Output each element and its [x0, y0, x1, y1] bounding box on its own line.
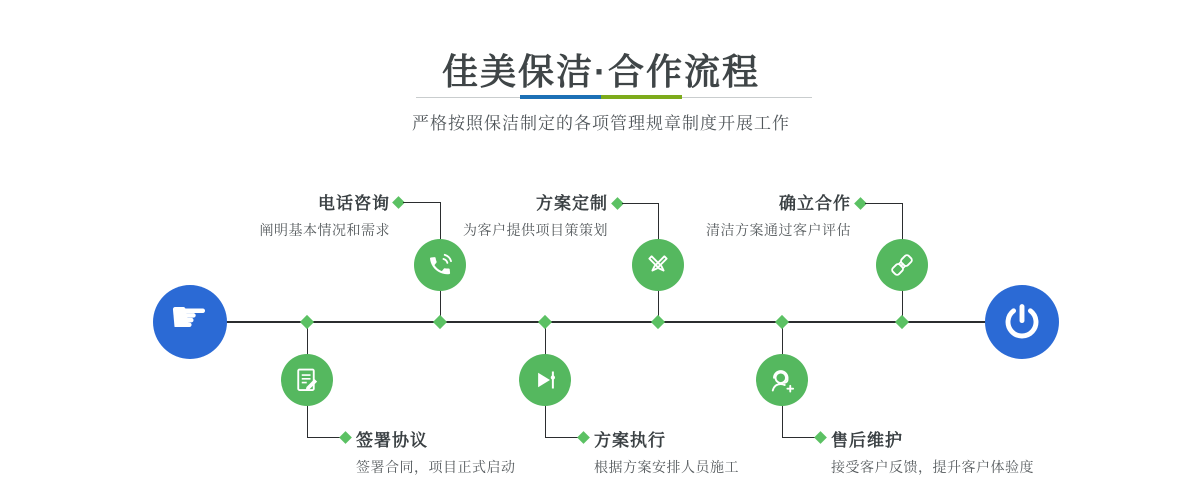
label-connector: [403, 202, 440, 203]
step-title: 电话咨询: [318, 194, 390, 213]
timeline-diamond: [651, 315, 665, 329]
step-node-plan: [632, 239, 684, 291]
step-desc: 根据方案安排人员施工: [594, 459, 739, 475]
start-endcap: [153, 285, 227, 359]
power-icon: [1001, 301, 1043, 343]
step-title: 售后维护: [831, 431, 903, 450]
phone-icon: [425, 250, 455, 280]
divider-green-segment: [601, 95, 682, 99]
step-label-execute: [594, 426, 739, 477]
pointing-hand-icon: ☛: [169, 293, 209, 342]
label-diamond: [339, 431, 352, 444]
timeline-diamond: [895, 315, 909, 329]
step-node-contract: [281, 354, 333, 406]
step-title: 方案执行: [594, 431, 666, 450]
step-node-phone: [414, 239, 466, 291]
step-node-support: [756, 354, 808, 406]
step-label-contract: [356, 426, 516, 477]
page-title: 佳美保洁·合作流程: [442, 51, 760, 92]
step-node-cooperation: [876, 239, 928, 291]
step-label-cooperation: [706, 189, 851, 240]
label-connector: [307, 437, 341, 438]
step-title: 方案定制: [536, 194, 608, 213]
label-connector: [545, 437, 579, 438]
step-title: 签署协议: [356, 431, 428, 450]
support-agent-icon: [767, 365, 797, 395]
step-label-plan: [463, 189, 608, 240]
step-title: 确立合作: [779, 194, 851, 213]
step-desc: 接受客户反馈，提升客户体验度: [831, 459, 1034, 475]
handshake-icon: [886, 249, 918, 281]
label-diamond: [814, 431, 827, 444]
label-connector: [622, 203, 658, 204]
step-desc: 阐明基本情况和需求: [259, 222, 390, 238]
crossed-pencils-icon: [643, 250, 673, 280]
step-desc: 清洁方案通过客户评估: [706, 222, 851, 238]
label-connector: [865, 203, 902, 204]
label-diamond: [577, 431, 590, 444]
divider-blue-segment: [520, 95, 601, 99]
step-label-support: [831, 426, 1034, 477]
contract-pen-icon: [292, 365, 322, 395]
timeline-diamond: [433, 315, 447, 329]
end-endcap: [985, 285, 1059, 359]
timeline-diamond: [775, 315, 789, 329]
play-slider-icon: [530, 365, 560, 395]
label-connector: [782, 437, 816, 438]
step-node-execute: [519, 354, 571, 406]
step-desc: 签署合同，项目正式启动: [356, 459, 516, 475]
step-desc: 为客户提供项目策策划: [463, 222, 608, 238]
timeline-diamond: [538, 315, 552, 329]
timeline-diamond: [300, 315, 314, 329]
step-label-phone: [260, 189, 391, 240]
page-subtitle: 严格按照保洁制定的各项管理规章制度开展工作: [412, 114, 790, 133]
